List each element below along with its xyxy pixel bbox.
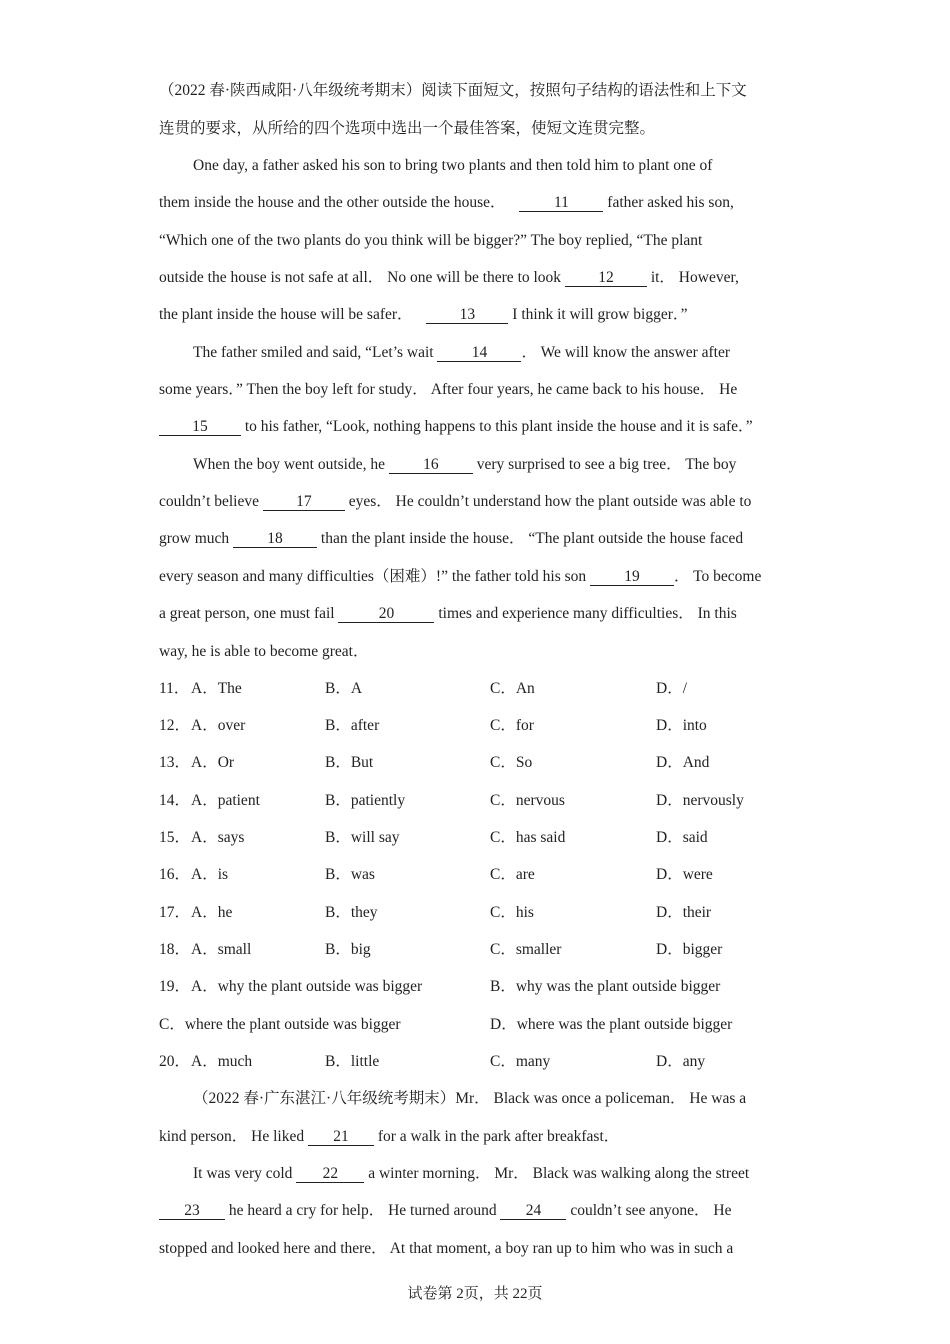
blank-24: 24 [500,1202,566,1220]
blank-14: 14 [437,344,521,362]
option-a[interactable]: A．over [191,717,246,734]
blank-21: 21 [308,1128,374,1146]
option-c[interactable]: C．An [490,680,535,697]
option-c[interactable]: C．are [490,866,535,883]
option-d[interactable]: D．nervously [656,792,744,809]
blank-23: 23 [159,1202,225,1220]
passage1-line: a great person, one must fail 20 times and experience many difficulties． In this [159,605,737,622]
passage2-line: 23 he heard a cry for help． He turned around 24 couldn’t see anyone． He [159,1201,731,1221]
option-b[interactable]: B．big [325,941,371,958]
passage1-line: “Which one of the two plants do you think will be bigger?” The boy replied, “The plant [159,232,703,249]
option-b[interactable]: B．But [325,754,374,771]
passage1-line: outside the house is not safe at all． No one will be there to look 12 it． However, [159,269,739,286]
blank-15: 15 [159,418,241,436]
option-a[interactable]: A．why the plant outside was bigger [191,978,423,995]
option-d[interactable]: D．said [656,829,708,846]
option-b[interactable]: B．they [325,904,378,921]
option-c[interactable]: C．So [490,754,533,771]
option-c[interactable]: C．for [490,717,534,734]
option-a[interactable]: A．The [191,680,242,697]
option-a[interactable]: A．small [191,941,252,958]
blank-13: 13 [426,306,508,324]
passage2-line: （2022 春·广东湛江·八年级统考期末）Mr． Black was once a policeman． He was a [193,1090,747,1107]
option-b[interactable]: B．will say [325,829,400,846]
option-b[interactable]: B．A [325,680,363,697]
blank-20: 20 [338,605,434,623]
passage1-line: the plant inside the house will be safer． 13 I think it will grow bigger．” [159,306,688,323]
blank-16: 16 [389,456,473,474]
option-a[interactable]: A．Or [191,754,235,771]
option-b[interactable]: B．little [325,1053,380,1070]
passage2-line: kind person． He liked 21 for a walk in the park after breakfast． [159,1128,620,1145]
passage1-line: The father smiled and said, “Let’s wait 14 ． We will know the answer after [193,344,731,361]
blank-19: 19 [590,568,674,586]
option-c[interactable]: C．has said [490,829,566,846]
passage1-line: couldn’t believe 17 eyes． He couldn’t understand how the plant outside was able to [159,493,752,510]
passage1-line: them inside the house and the other outside the house． 11 father asked his son, [159,194,734,211]
option-b[interactable]: B．why was the plant outside bigger [490,978,721,995]
option-c[interactable]: C．smaller [490,941,562,958]
option-d[interactable]: D．/ [656,680,688,697]
option-a[interactable]: A．he [191,904,233,921]
blank-17: 17 [263,493,345,511]
option-d[interactable]: D．bigger [656,941,723,958]
section1-header-line2: 连贯的要求，从所给的四个选项中选出一个最佳答案，使短文连贯完整。 [159,120,656,137]
option-d[interactable]: D．And [656,754,710,771]
page-footer: 试卷第 2页，共 22页 [407,1286,543,1302]
section1-header-line1: （2022 春·陕西咸阳·八年级统考期末）阅读下面短文，按照句子结构的语法性和上下文 [159,82,747,99]
passage1-line: One day, a father asked his son to bring two plants and then told him to plant one of [193,157,713,174]
blank-18: 18 [233,530,317,548]
option-b[interactable]: B．after [325,717,380,734]
option-d[interactable]: D．into [656,717,707,734]
passage2-line: It was very cold 22 a winter morning． Mr． Black was walking along the street [193,1165,750,1182]
passage1-line: grow much 18 than the plant inside the house． “The plant outside the house faced [159,530,744,547]
passage1-line: When the boy went outside, he 16 very surprised to see a big tree． The boy [193,456,737,473]
option-b[interactable]: B．patiently [325,792,406,809]
blank-11: 11 [519,194,603,212]
option-d[interactable]: D．any [656,1053,706,1070]
option-d[interactable]: D．were [656,866,713,883]
option-c[interactable]: C．where the plant outside was bigger [159,1016,401,1033]
option-c[interactable]: C．his [490,904,534,921]
blank-22: 22 [296,1165,364,1183]
passage1-line: way, he is able to become great． [159,643,369,660]
option-a[interactable]: A．is [191,866,229,883]
option-a[interactable]: A．says [191,829,245,846]
option-c[interactable]: C．nervous [490,792,565,809]
passage2-line: stopped and looked here and there． At that moment, a boy ran up to him who was in such a [159,1240,734,1257]
option-a[interactable]: A．much [191,1053,253,1070]
blank-12: 12 [565,269,647,287]
option-b[interactable]: B．was [325,866,375,883]
option-a[interactable]: A．patient [191,792,260,809]
passage1-line: 15 to his father, “Look, nothing happens to this plant inside the house and it is safe．” [159,417,753,437]
passage1-line: every season and many difficulties（困难）!” the father told his son 19 ． To become [159,568,762,585]
passage1-line: some years．” Then the boy left for study． After four years, he came back to his house． He [159,381,738,398]
option-d[interactable]: D．where was the plant outside bigger [490,1016,733,1033]
option-d[interactable]: D．their [656,904,712,921]
option-c[interactable]: C．many [490,1053,551,1070]
